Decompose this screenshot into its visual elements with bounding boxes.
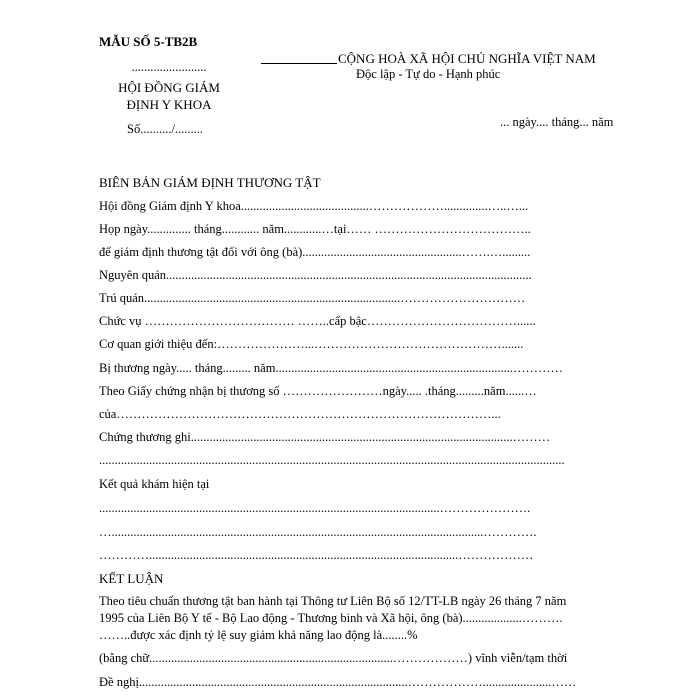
field-line: Chứng thương ghi.......................................................................................................………	[99, 430, 551, 444]
field-line: Cơ quan giới thiệu đến:…………………...……………………………………….......	[99, 337, 524, 351]
conclusion-text: 1995 của Liên Bộ Y tế - Bộ Lao động - Thương binh và Xã hội, ông (bà)...................……….	[99, 611, 563, 625]
field-line: của………………………………………………………………………………...	[99, 407, 501, 421]
organization-name-line1: HỘI ĐỒNG GIÁM	[118, 80, 220, 95]
nation-name: CỘNG HOÀ XÃ HỘI CHỦ NGHĨA VIỆT NAM	[338, 51, 596, 66]
field-line: Chức vụ ……………………………… ……..cấp bậc………………………………......	[99, 314, 536, 328]
conclusion-text: Theo tiêu chuẩn thương tật ban hành tại Thông tư Liên Bộ số 12/TT-LB ngày 26 tháng 7 năm	[99, 594, 567, 608]
conclusion-text: Đề nghị......................................................................................………………......................……	[99, 675, 577, 689]
page-title: BIÊN BẢN GIÁM ĐỊNH THƯƠNG TẬT	[99, 175, 321, 190]
field-line: .....................................................................................................................................................	[99, 453, 565, 467]
exam-label: Kết quả khám hiện tại	[99, 477, 210, 491]
organization-name-line2: ĐỊNH Y KHOA	[126, 97, 212, 112]
field-line: Theo Giấy chứng nhận bị thương số ……………………ngày..... .tháng.........năm......…	[99, 384, 537, 398]
header-rule	[261, 63, 337, 64]
organization-dots: ........................	[131, 60, 207, 74]
exam-line: .............................................................................................................………………….	[99, 501, 531, 515]
field-line: Hội đồng Giám định Y khoa.........................................………………..............…..…...	[99, 199, 529, 213]
document-date: ... ngày.... tháng... năm	[500, 115, 614, 129]
conclusion-heading: KẾT LUẬN	[99, 571, 164, 586]
field-line: để giám định thương tật đối với ông (bà)...................................................…….….........	[99, 245, 531, 259]
field-line: Nguyên quán.....................................................................................................................	[99, 268, 532, 282]
conclusion-text: ……..được xác định tỷ lệ suy giảm khả năng lao động là........%	[99, 628, 418, 642]
exam-line: ….......................................................................................................................………….	[99, 525, 537, 539]
form-code: MẪU SỐ 5-TB2B	[99, 34, 198, 49]
field-line: Bị thương ngày..... tháng......... năm............................................................................…………	[99, 361, 563, 375]
exam-line: …………...................................................................................................………………	[99, 548, 534, 562]
conclusion-text: (bằng chữ..............................................................................………………) vĩnh viễn/tạm thời	[99, 651, 568, 665]
document-number: Số........../.........	[127, 122, 204, 136]
field-line: Họp ngày.............. tháng............ năm............…tại…… ………………………………..	[99, 222, 531, 236]
national-motto: Độc lập - Tự do - Hạnh phúc	[356, 67, 501, 81]
field-line: Trú quán..................................................................................…………………………	[99, 291, 526, 305]
